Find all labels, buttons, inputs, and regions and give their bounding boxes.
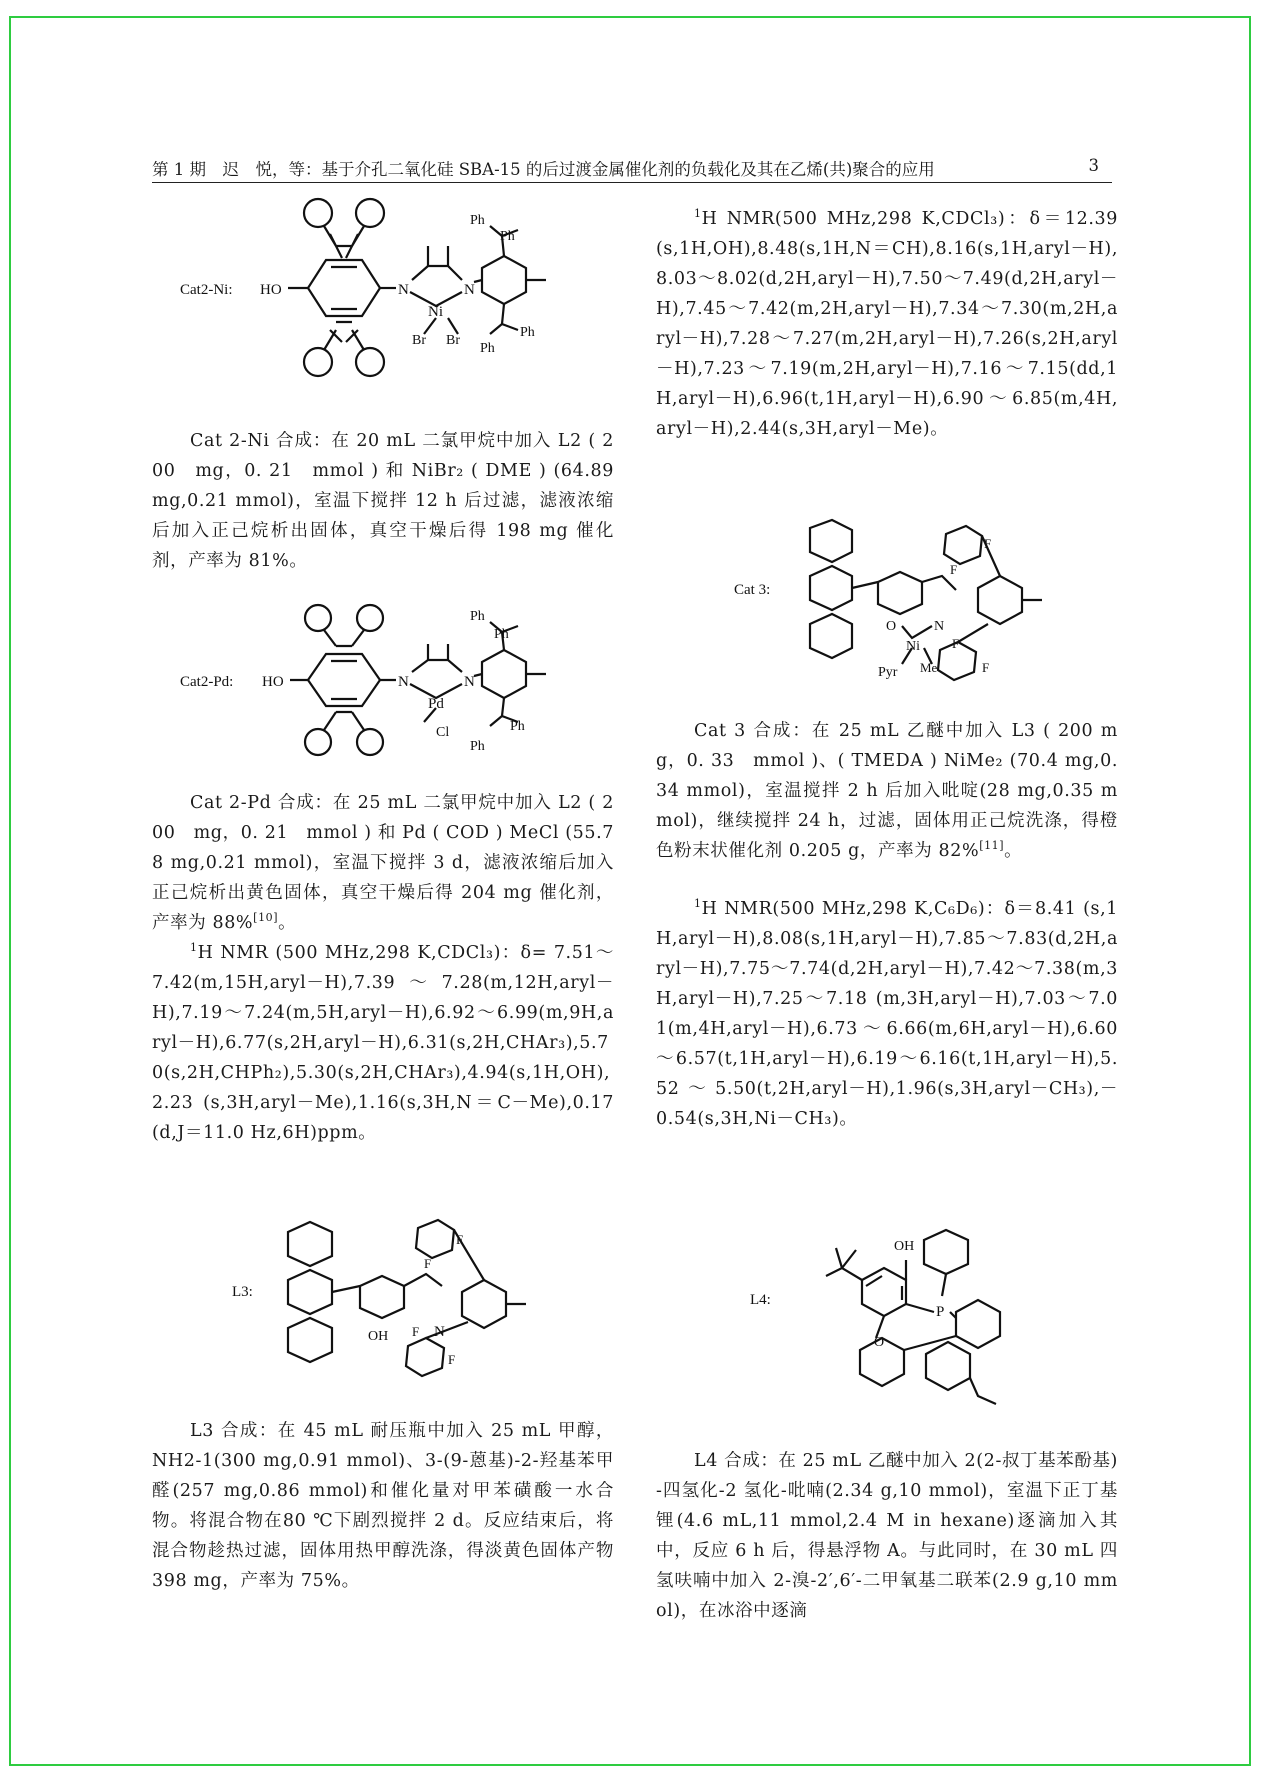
cat3-n: N — [934, 619, 945, 634]
cat2pd-ph2: Ph — [494, 627, 509, 642]
cat3-f2: F — [950, 562, 958, 577]
cat3-label: Cat 3: — [734, 582, 771, 598]
cat2ni-ph4: Ph — [480, 341, 495, 356]
cat2pd-label: Cat2-Pd: — [180, 674, 234, 690]
cat3-metal: Ni — [906, 639, 920, 654]
figure-l4 — [750, 1228, 1096, 1424]
paragraph-cat3 — [656, 716, 1118, 866]
l4-p: P — [936, 1304, 945, 1320]
cat2ni-ph2: Ph — [500, 229, 515, 244]
cat2pd-metal: Pd — [428, 696, 444, 712]
paragraph-l3: L3 合成：在 45 mL 耐压瓶中加入 25 mL 甲醇，NH2-1(300 mg,0.91 mmol)、3-(9-蒽基)-2-羟基苯甲醛(257 mg,0.86 mmol)和催化量对甲苯磺酸一水合物。将混合物在80 ℃下剧烈搅拌 2 d。反应结束后，将混合物趁热过滤，固体用热甲醇洗涤，得淡黄色固体产物 398 mg，产率为 75%。 — [152, 1421, 614, 1591]
figure-cat3 — [736, 518, 1116, 704]
cat3-text-end: 。 — [1004, 841, 1023, 861]
paragraph-l4: L4 合成：在 25 mL 乙醚中加入 2(2-叔丁基苯酚基)-四氢化-2 氢化-吡喃(2.34 g,10 mmol)，室温下正丁基锂(4.6 mL,11 mmol,2.4 M in hexane)逐滴加入其中，反应 6 h 后，得悬浮物 A。与此同时，在 30 mL 四氢呋喃中加入 2-溴-2′,6′-二甲氧基二联苯(2.9 g,10 mmol)，在冰浴中逐滴 — [656, 1451, 1118, 1621]
cat3-f4: F — [982, 660, 990, 675]
nmr3-superscript: 1 — [694, 897, 702, 911]
cat2pd-text-end: 。 — [278, 913, 297, 933]
l3-f3: F — [412, 1324, 420, 1339]
page-number: 3 — [1088, 156, 1099, 175]
cat3-f3: F — [952, 636, 960, 651]
running-header — [152, 156, 1112, 183]
cat2ni-ho: HO — [260, 282, 282, 298]
l3-n: N — [434, 1324, 445, 1340]
l4-o: O — [874, 1335, 885, 1350]
l4-oh: OH — [894, 1239, 915, 1254]
nmr-data-cat3 — [656, 894, 1118, 1134]
cat2ni-metal: Ni — [428, 304, 443, 320]
cat2ni-label: Cat2-Ni: — [180, 282, 233, 298]
cat2ni-ph1: Ph — [470, 213, 485, 228]
nmr2-superscript: 1 — [694, 207, 702, 221]
figure-cat2-ni — [180, 196, 620, 418]
l3-f2: F — [424, 1256, 432, 1271]
cat2pd-n1: N — [398, 674, 409, 690]
cat2ni-br2: Br — [446, 333, 460, 348]
nmr2-text: H NMR(500 MHz,298 K,CDCl₃)：δ＝12.39(s,1H,OH),8.48(s,1H,N＝CH),8.16(s,1H,aryl－H),8.03～8.02(d,2H,aryl－H),7.50～7.49(d,2H,aryl－H),7.45～7.42(m,2H,aryl－H),7.34～7.30(m,2H,aryl－H),7.28～7.27(m,2H,aryl－H),7.26(s,2H,aryl－H),7.23～7.19(m,2H,aryl－H),7.16～7.15(dd,1H,aryl－H),6.96(t,1H,aryl－H),6.90～6.85(m,4H,aryl－H),2.44(s,3H,aryl－Me)。 — [656, 209, 1118, 439]
cat2ni-ph3: Ph — [520, 325, 535, 340]
l3-f1: F — [456, 1232, 464, 1247]
cat3-me: Me — [920, 660, 938, 675]
cat2ni-n1: N — [398, 282, 409, 298]
cat2ni-n2: N — [464, 282, 475, 298]
paragraph-cat2-ni: Cat 2-Ni 合成：在 20 mL 二氯甲烷中加入 L2 ( 200 mg，0. 21 mmol ) 和 NiBr₂ ( DME ) (64.89 mg,0.21 mmol)，室温下搅拌 12 h 后过滤，滤液浓缩后加入正己烷析出固体，真空干燥后得 198 mg 催化剂，产率为 81%。 — [152, 431, 614, 571]
figure-cat2-pd — [180, 604, 620, 756]
cat3-pyr: Pyr — [878, 665, 898, 680]
cat2pd-ph3: Ph — [510, 719, 525, 734]
paragraph-cat2-pd — [152, 788, 614, 938]
l3-f4: F — [448, 1352, 456, 1367]
nmr-data-l3 — [656, 204, 1118, 444]
header-title: 第 1 期 迟 悦，等：基于介孔二氧化硅 SBA-15 的后过渡金属催化剂的负载化及其在乙烯(共)聚合的应用 — [152, 160, 935, 179]
cat2ni-br1: Br — [412, 333, 426, 348]
l3-label: L3: — [232, 1284, 253, 1300]
cat3-f1: F — [984, 536, 992, 551]
cat2pd-n2: N — [464, 674, 475, 690]
l3-oh: OH — [368, 1329, 389, 1344]
figure-l3 — [220, 1218, 620, 1404]
nmr-data-cat2pd — [152, 938, 614, 1148]
cat2pd-cl: Cl — [436, 725, 450, 740]
nmr1-superscript: 1 — [190, 941, 198, 955]
cat2pd-ho: HO — [262, 674, 284, 690]
nmr1-text: H NMR (500 MHz,298 K,CDCl₃)：δ= 7.51～7.42(m,15H,aryl－H),7.39～7.28(m,12H,aryl－H),7.19～7.24(m,5H,aryl－H),6.92～6.99(m,9H,aryl－H),6.77(s,2H,aryl－H),6.31(s,2H,CHAr₃),5.70(s,2H,CHPh₂),5.30(s,2H,CHAr₃),4.94(s,1H,OH),2.23 (s,3H,aryl－Me),1.16(s,3H,N＝C－Me),0.17 (d,J＝11.0 Hz,6H)ppm。 — [152, 943, 614, 1143]
cat2pd-text: Cat 2-Pd 合成：在 25 mL 二氯甲烷中加入 L2 ( 200 mg，0. 21 mmol ) 和 Pd ( COD ) MeCl (55.78 mg,0.21 mmol)，室温下搅拌 3 d，滤液浓缩后加入正己烷析出黄色固体，真空干燥后得 204 mg 催化剂，产率为 88% — [152, 793, 614, 933]
cat2pd-ph4: Ph — [470, 739, 485, 754]
cat2pd-ph1: Ph — [470, 609, 485, 624]
citation-10[interactable]: [10] — [253, 911, 279, 925]
cat3-o: O — [886, 619, 897, 634]
l4-label: L4: — [750, 1292, 771, 1308]
nmr3-text: H NMR(500 MHz,298 K,C₆D₆)：δ＝8.41 (s,1H,aryl－H),8.08(s,1H,aryl－H),7.85～7.83(d,2H,aryl－H),7.75～7.74(d,2H,aryl－H),7.42～7.38(m,3H,aryl－H),7.25～7.18 (m,3H,aryl－H),7.03～7.01(m,4H,aryl－H),6.73～6.66(m,6H,aryl－H),6.60～6.57(t,1H,aryl－H),6.19～6.16(t,1H,aryl－H),5.52～5.50(t,2H,aryl－H),1.96(s,3H,aryl－CH₃),－0.54(s,3H,Ni－CH₃)。 — [656, 899, 1118, 1129]
citation-11[interactable]: [11] — [979, 839, 1005, 853]
cat3-text: Cat 3 合成：在 25 mL 乙醚中加入 L3 ( 200 mg，0. 33 mmol )、( TMEDA ) NiMe₂ (70.4 mg,0.34 mmol)，室温搅拌 2 h 后加入吡啶(28 mg,0.35 mmol)，继续搅拌 24 h，过滤，固体用正己烷洗涤，得橙色粉末状催化剂 0.205 g，产率为 82% — [656, 721, 1118, 861]
